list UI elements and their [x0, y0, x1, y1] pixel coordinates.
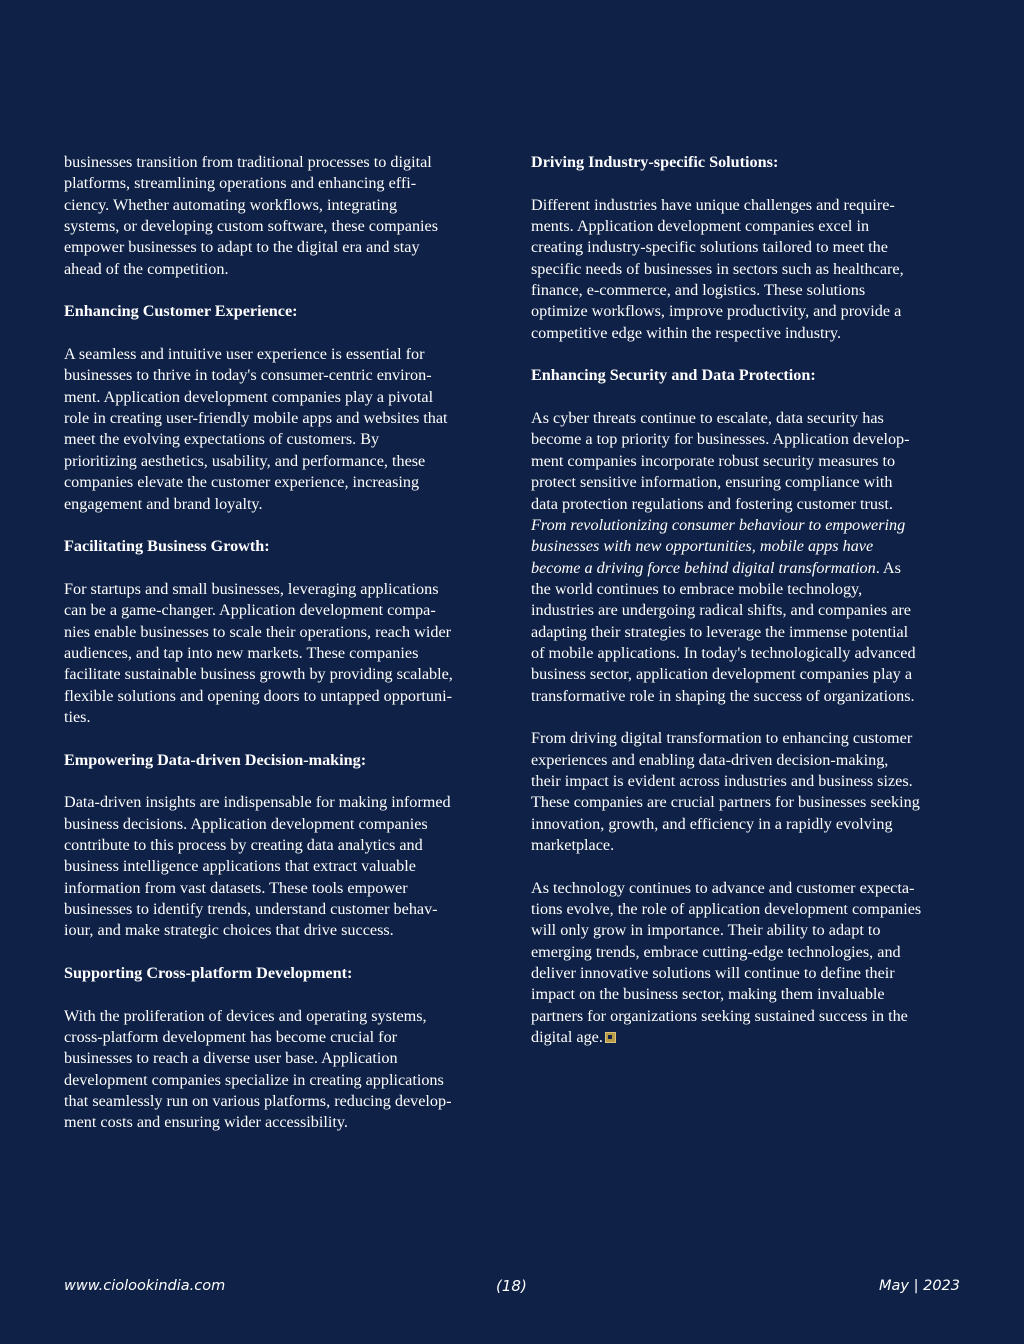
text-line: role in creating user-friendly mobile apps and websites that	[64, 409, 448, 428]
text-line: marketplace.	[531, 836, 615, 854]
future-paragraph	[531, 878, 963, 1049]
text-fragment: . As	[875, 558, 901, 577]
text-line: ments. Application development companies excel in	[531, 217, 870, 236]
heading-security: Enhancing Security and Data Protection:	[531, 366, 816, 385]
text-line: development companies specialize in creating applications	[64, 1070, 444, 1089]
pull-quote-line: become a driving force behind digital transformation	[531, 558, 876, 577]
heading-business-growth: Facilitating Business Growth:	[64, 537, 270, 556]
text-line: ment. Application development companies play a pivotal	[64, 387, 434, 406]
text-line: ties.	[64, 707, 91, 726]
text-line	[531, 558, 963, 579]
text-line: that seamlessly run on various platforms, reducing develop-	[64, 1092, 452, 1111]
text-line: will only grow in importance. Their ability to adapt to	[531, 921, 881, 940]
right-column	[531, 152, 963, 1048]
left-column	[64, 152, 496, 1134]
text-line: facilitate sustainable business growth by providing scalable,	[64, 665, 453, 684]
text-line: specific needs of businesses in sectors such as healthcare,	[531, 259, 904, 278]
text-line: businesses to thrive in today's consumer-centric environ-	[64, 366, 432, 385]
text-line: their impact is evident across industries and business sizes.	[531, 771, 913, 790]
business-growth-paragraph	[64, 579, 496, 728]
text-line: businesses transition from traditional processes to digital	[64, 153, 432, 171]
pull-quote-line: businesses with new opportunities, mobile apps have	[531, 537, 874, 556]
text-line: of mobile applications. In today's technologically advanced	[531, 643, 916, 662]
text-line: become a top priority for businesses. Application develop-	[531, 430, 910, 449]
pull-quote-line: From revolutionizing consumer behaviour to empowering	[531, 515, 906, 534]
text-line: business sector, application development companies play a	[531, 665, 912, 684]
text-line: platforms, streamlining operations and enhancing effi-	[64, 174, 417, 193]
text-line: companies elevate the customer experience, increasing	[64, 473, 420, 492]
text-line: finance, e-commerce, and logistics. These solutions	[531, 281, 866, 300]
heading-customer-experience: Enhancing Customer Experience:	[64, 302, 298, 321]
text-line: adapting their strategies to leverage the immense potential	[531, 622, 909, 641]
text-line: For startups and small businesses, leveraging applications	[64, 579, 439, 598]
text-line: creating industry-specific solutions tailored to meet the	[531, 238, 888, 257]
text-line: business decisions. Application development companies	[64, 814, 428, 833]
text-line: can be a game-changer. Application development compa-	[64, 601, 436, 620]
text-line: industries are undergoing radical shifts, and companies are	[531, 601, 911, 620]
final-text: digital age.	[531, 1028, 603, 1047]
text-line: competitive edge within the respective industry.	[531, 323, 842, 342]
text-line: businesses to identify trends, understand customer behav-	[64, 900, 438, 919]
text-line: contribute to this process by creating data analytics and	[64, 836, 423, 854]
customer-experience-paragraph	[64, 344, 496, 515]
text-line: ciency. Whether automating workflows, integrating	[64, 195, 398, 214]
text-line: businesses to reach a diverse user base. Application	[64, 1049, 398, 1068]
footer-website-url: www.ciolookindia.com	[64, 1278, 226, 1294]
text-line: data protection regulations and fostering customer trust.	[531, 494, 893, 513]
industry-solutions-paragraph	[531, 195, 963, 344]
cross-platform-paragraph	[64, 1006, 496, 1134]
text-line: impact on the business sector, making them invaluable	[531, 985, 885, 1004]
text-line: prioritizing aesthetics, usability, and performance, these	[64, 451, 426, 470]
text-line: experiences and enabling data-driven decision-making,	[531, 750, 889, 769]
text-line: As technology continues to advance and customer expecta-	[531, 878, 915, 897]
text-line	[531, 1027, 963, 1048]
text-line: ment companies incorporate robust security measures to	[531, 451, 896, 470]
intro-paragraph	[64, 152, 496, 280]
impact-paragraph	[531, 728, 963, 856]
text-line: cross-platform development has become crucial for	[64, 1028, 398, 1047]
text-line: nies enable businesses to scale their operations, reach wider	[64, 622, 452, 641]
text-line: systems, or developing custom software, these companies	[64, 217, 439, 236]
text-line: empower businesses to adapt to the digital era and stay	[64, 238, 420, 257]
heading-cross-platform: Supporting Cross-platform Development:	[64, 964, 353, 983]
text-line: From driving digital transformation to enhancing customer	[531, 729, 913, 748]
text-line: innovation, growth, and efficiency in a rapidly evolving	[531, 814, 893, 833]
text-line: audiences, and tap into new markets. These companies	[64, 643, 419, 662]
text-line: As cyber threats continue to escalate, data security has	[531, 409, 884, 428]
text-line: iour, and make strategic choices that drive success.	[64, 921, 394, 940]
text-line: engagement and brand loyalty.	[64, 494, 263, 513]
text-line: flexible solutions and opening doors to untapped opportuni-	[64, 686, 452, 705]
text-line: A seamless and intuitive user experience is essential for	[64, 345, 425, 364]
text-line: deliver innovative solutions will continue to define their	[531, 964, 895, 983]
security-paragraph	[531, 408, 963, 707]
text-line: emerging trends, embrace cutting-edge technologies, and	[531, 942, 901, 961]
text-line: Data-driven insights are indispensable for making informed	[64, 793, 451, 812]
text-line: With the proliferation of devices and operating systems,	[64, 1006, 427, 1025]
text-line: ahead of the competition.	[64, 259, 229, 278]
text-line: transformative role in shaping the success of organizations.	[531, 686, 915, 705]
end-of-article-icon	[605, 1032, 616, 1043]
heading-data-driven: Empowering Data-driven Decision-making:	[64, 750, 367, 769]
text-line: ment costs and ensuring wider accessibility.	[64, 1113, 348, 1132]
text-line: These companies are crucial partners for businesses seeking	[531, 793, 920, 812]
text-line: the world continues to embrace mobile technology,	[531, 579, 863, 598]
text-line: tions evolve, the role of application development companies	[531, 900, 922, 919]
text-line: protect sensitive information, ensuring compliance with	[531, 473, 893, 492]
text-line: meet the evolving expectations of customers. By	[64, 430, 380, 449]
text-line: business intelligence applications that extract valuable	[64, 857, 416, 876]
footer-issue-date: May | 2023	[879, 1278, 960, 1294]
text-line: partners for organizations seeking sustained success in the	[531, 1006, 908, 1025]
data-driven-paragraph	[64, 792, 496, 941]
heading-industry-solutions: Driving Industry-specific Solutions:	[531, 153, 779, 171]
text-line: information from vast datasets. These tools empower	[64, 878, 408, 897]
footer-page-number: (18)	[496, 1277, 527, 1295]
text-line: Different industries have unique challenges and require-	[531, 195, 895, 214]
text-line: optimize workflows, improve productivity, and provide a	[531, 302, 902, 321]
